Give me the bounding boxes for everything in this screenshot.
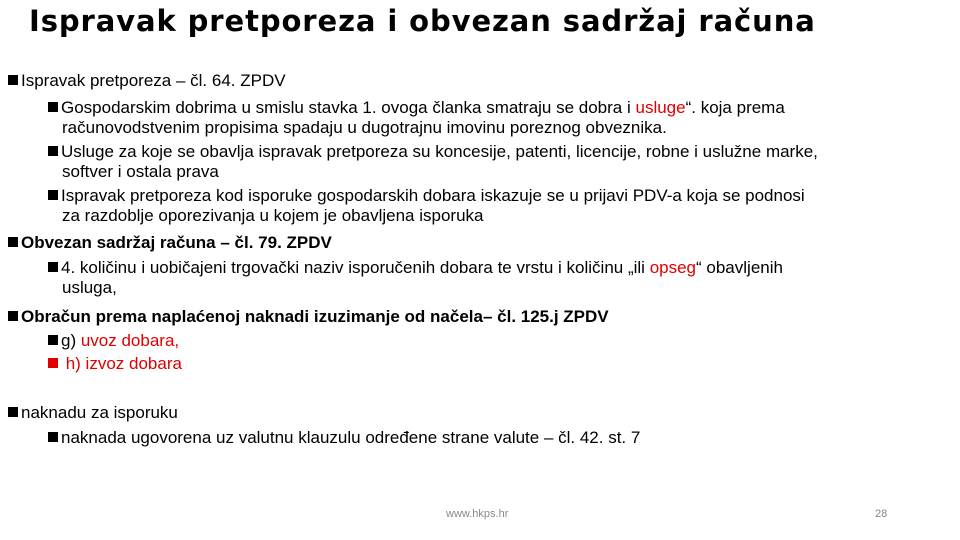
- square-bullet-icon: [48, 102, 58, 112]
- sub-bullet-gospodarska-dobra-line2: računovodstvenim propisima spadaju u dugotrajnu imovinu poreznog obveznika.: [62, 118, 667, 137]
- square-bullet-icon: [8, 237, 18, 247]
- square-bullet-icon: [48, 335, 58, 345]
- highlight-usluge: usluge: [635, 98, 686, 117]
- bullet-text: Obračun prema naplaćenoj naknadi izuzimanje od načela– čl. 125.j ZPDV: [21, 307, 609, 326]
- bullet-text: Ispravak pretporeza – čl. 64. ZPDV: [21, 71, 286, 90]
- bullet-text: Gospodarskim dobrima u smislu stavka 1. ovoga članka smatraju se dobra i: [61, 98, 636, 117]
- square-bullet-icon: [48, 262, 58, 272]
- bullet-text: Ispravak pretporeza kod isporuke gospodarskih dobara iskazuje se u prijavi PDV-a koja se podnosi: [61, 186, 805, 205]
- sub-bullet-kolicina: [48, 257, 783, 279]
- square-bullet-icon: [48, 432, 58, 442]
- bullet-ispravak-pretporeza: [8, 70, 286, 92]
- bullet-obracun: [8, 306, 609, 328]
- highlight-opseg: opseg: [649, 258, 697, 277]
- bullet-text: Obvezan sadržaj računa – čl. 79. ZPDV: [21, 233, 332, 252]
- sub-bullet-usluge-line2: softver i ostala prava: [62, 162, 219, 181]
- sub-bullet-kolicina-line2: usluga,: [62, 278, 117, 297]
- sub-bullet-usluge: [48, 141, 818, 163]
- sub-bullet-izvoz: [48, 353, 182, 375]
- bullet-text: g): [61, 331, 81, 350]
- bullet-obvezan-sadrzaj: [8, 232, 332, 254]
- square-bullet-icon: [8, 75, 18, 85]
- square-bullet-icon: [8, 407, 18, 417]
- sub-bullet-gospodarska-dobra: [48, 97, 785, 119]
- square-bullet-icon: [8, 311, 18, 321]
- sub-bullet-ispravak-isporuka: [48, 185, 805, 207]
- square-bullet-icon: [48, 190, 58, 200]
- slide-title: Ispravak pretporeza i obvezan sadržaj računa: [29, 4, 816, 38]
- sub-bullet-valutna-klauzula: [48, 427, 640, 449]
- square-bullet-icon: [48, 146, 58, 156]
- bullet-naknada: [8, 402, 178, 424]
- bullet-text-cont: “. koja prema: [685, 98, 785, 117]
- bullet-text: naknada ugovorena uz valutnu klauzulu određene strane valute – čl. 42. st. 7: [61, 428, 641, 447]
- sub-bullet-uvoz: [48, 330, 179, 352]
- highlight-izvoz-dobara: h) izvoz dobara: [61, 354, 182, 373]
- sub-bullet-ispravak-isporuka-line2: za razdoblje oporezivanja u kojem je obavljena isporuka: [62, 206, 484, 225]
- bullet-text: Usluge za koje se obavlja ispravak pretporeza su koncesije, patenti, licencije, robne i uslužne marke,: [61, 142, 818, 161]
- bullet-text: naknadu za isporuku: [21, 403, 178, 422]
- bullet-text-cont: “ obavljenih: [696, 258, 783, 277]
- footer-url: www.hkps.hr: [446, 508, 509, 520]
- highlight-uvoz-dobara: uvoz dobara,: [80, 331, 180, 350]
- square-bullet-icon: [48, 358, 58, 368]
- page-number: 28: [875, 508, 888, 520]
- bullet-text: 4. količinu i uobičajeni trgovački naziv isporučenih dobara te vrstu i količinu „ili: [61, 258, 650, 277]
